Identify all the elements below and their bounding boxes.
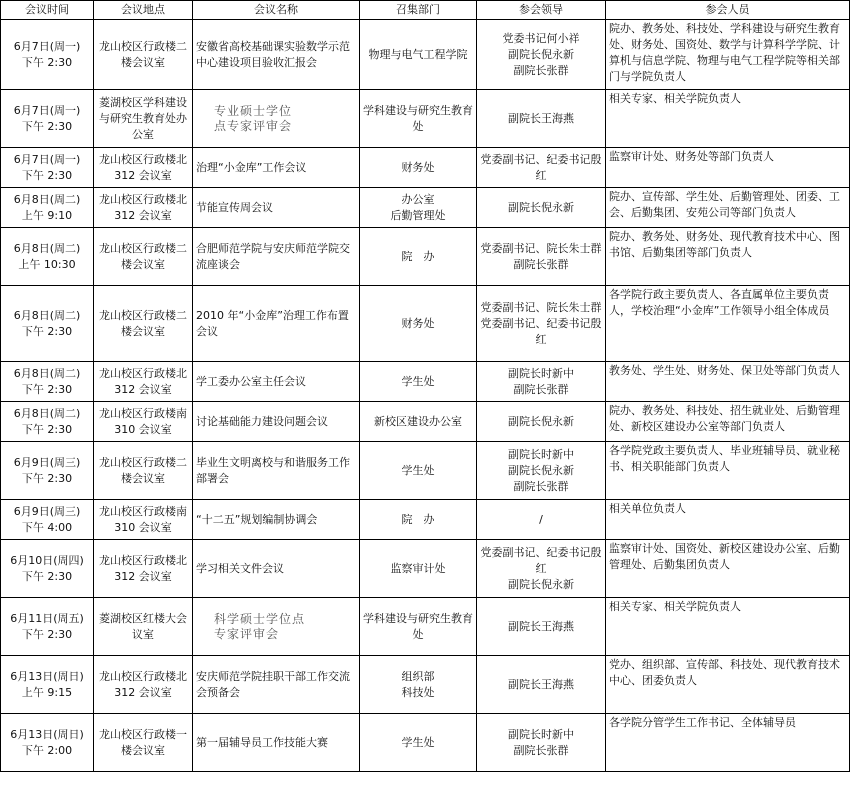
attendees: 教务处、学生处、财务处、保卫处等部门负责人 (606, 362, 850, 402)
table-row (1, 90, 850, 148)
meeting-time-line: 6月13日(周日) (10, 669, 84, 683)
table-row (1, 228, 850, 286)
meeting-name: 讨论基础能力建设问题会议 (193, 402, 360, 442)
convening-department: 监察审计处 (360, 540, 477, 598)
table-row (1, 286, 850, 362)
table-row (1, 362, 850, 402)
meeting-time (1, 20, 94, 90)
table-row (1, 540, 850, 598)
meeting-time-line: 下午 2:30 (21, 627, 73, 641)
meeting-name-stamp-line: 专家评审会 (214, 626, 280, 641)
meeting-place: 龙山校区行政楼北 312 会议室 (94, 362, 193, 402)
meeting-place: 龙山校区行政楼二楼会议室 (94, 20, 193, 90)
meeting-time (1, 228, 94, 286)
attending-leader: 党委副书记、纪委书记殷红 (480, 545, 602, 575)
meeting-time-line: 6月10日(周四) (10, 553, 84, 567)
meeting-time-line: 6月8日(周二) (13, 406, 81, 420)
meeting-time-line: 6月7日(周一) (13, 152, 81, 166)
meeting-name: 安庆师范学院挂职干部工作交流会预备会 (193, 656, 360, 714)
meeting-time (1, 598, 94, 656)
convening-department (360, 188, 477, 228)
table-row (1, 442, 850, 500)
meeting-time (1, 540, 94, 598)
attending-leader: 党委副书记、纪委书记殷红 (480, 316, 602, 346)
header-leaders: 参会领导 (477, 1, 606, 20)
meeting-name: 毕业生文明离校与和谐服务工作部署会 (193, 442, 360, 500)
attendees: 相关专家、相关学院负责人 (606, 598, 850, 656)
meeting-time (1, 442, 94, 500)
attending-leaders (477, 90, 606, 148)
meeting-name (193, 90, 360, 148)
convening-department: 学科建设与研究生教育处 (360, 90, 477, 148)
attending-leaders (477, 540, 606, 598)
attending-leader: 副院长倪永新 (508, 577, 574, 591)
meeting-time-line: 6月7日(周一) (13, 39, 81, 53)
meeting-place: 龙山校区行政楼二楼会议室 (94, 286, 193, 362)
convening-department: 学生处 (360, 442, 477, 500)
attending-leader: 副院长张群 (513, 743, 569, 757)
attending-leaders (477, 286, 606, 362)
convening-department: 院 办 (360, 500, 477, 540)
table-row (1, 656, 850, 714)
meeting-place: 菱湖校区红楼大会议室 (94, 598, 193, 656)
attending-leader: 副院长王海燕 (508, 677, 574, 691)
convening-department: 新校区建设办公室 (360, 402, 477, 442)
meeting-time (1, 402, 94, 442)
convening-department-line: 组织部 (401, 669, 435, 683)
attendees: 相关专家、相关学院负责人 (606, 90, 850, 148)
attendees: 相关单位负责人 (606, 500, 850, 540)
meeting-time-line: 6月7日(周一) (13, 103, 81, 117)
attending-leaders (477, 228, 606, 286)
meeting-name-stamp-line: 点专家评审会 (214, 118, 293, 133)
table-row (1, 20, 850, 90)
meeting-time-line: 上午 9:15 (21, 685, 73, 699)
attending-leader: 副院长倪永新 (508, 414, 574, 428)
meeting-time-line: 6月13日(周日) (10, 727, 84, 741)
meeting-name: 合肥师范学院与安庆师范学院交流座谈会 (193, 228, 360, 286)
convening-department: 学生处 (360, 714, 477, 772)
table-row (1, 148, 850, 188)
meeting-time-line: 下午 2:30 (21, 324, 73, 338)
attendees: 院办、教务处、财务处、现代教育技术中心、图书馆、后勤集团等部门负责人 (606, 228, 850, 286)
attending-leader: 副院长张群 (513, 382, 569, 396)
attending-leader: 副院长张群 (513, 479, 569, 493)
header-attendees: 参会人员 (606, 1, 850, 20)
convening-department: 财务处 (360, 148, 477, 188)
attending-leader: 副院长王海燕 (508, 111, 574, 125)
meeting-time-line: 下午 2:30 (21, 569, 73, 583)
attendees: 各学院党政主要负责人、毕业班辅导员、就业秘书、相关职能部门负责人 (606, 442, 850, 500)
meeting-time (1, 286, 94, 362)
meeting-time (1, 188, 94, 228)
attending-leader: 副院长张群 (513, 257, 569, 271)
meeting-place: 龙山校区行政楼北 312 会议室 (94, 656, 193, 714)
convening-department-line: 办公室 (401, 192, 435, 206)
meeting-time-line: 6月11日(周五) (10, 611, 84, 625)
meeting-time (1, 656, 94, 714)
convening-department-line: 科技处 (401, 685, 435, 699)
header-place: 会议地点 (94, 1, 193, 20)
table-row (1, 598, 850, 656)
meeting-time (1, 362, 94, 402)
convening-department: 学生处 (360, 362, 477, 402)
convening-department (360, 656, 477, 714)
meeting-time-line: 6月8日(周二) (13, 241, 81, 255)
meeting-name: 第一届辅导员工作技能大赛 (193, 714, 360, 772)
attending-leader: 副院长倪永新 (508, 47, 574, 61)
attending-leaders (477, 362, 606, 402)
meeting-time-line: 下午 2:30 (21, 55, 73, 69)
table-row (1, 714, 850, 772)
attending-leaders (477, 598, 606, 656)
meeting-place: 龙山校区行政楼二楼会议室 (94, 228, 193, 286)
meeting-time-line: 6月8日(周二) (13, 366, 81, 380)
convening-department: 财务处 (360, 286, 477, 362)
attendees: 各学院行政主要负责人、各直属单位主要负责人，学校治理“小金库”工作领导小组全体成员 (606, 286, 850, 362)
attending-leaders (477, 148, 606, 188)
meeting-time-line: 6月8日(周二) (13, 308, 81, 322)
meeting-name-stamp-line: 科学硕士学位点 (214, 611, 306, 626)
meeting-time-line: 下午 2:00 (21, 743, 73, 757)
attending-leader: 副院长王海燕 (508, 619, 574, 633)
meeting-time-line: 下午 2:30 (21, 382, 73, 396)
header-dept: 召集部门 (360, 1, 477, 20)
attending-leaders (477, 20, 606, 90)
attending-leaders (477, 188, 606, 228)
attending-leader: 党委副书记、院长朱士群 (480, 241, 602, 255)
meeting-time-line: 下午 2:30 (21, 422, 73, 436)
attending-leaders (477, 656, 606, 714)
table-row (1, 402, 850, 442)
meeting-time (1, 714, 94, 772)
meeting-name: 治理“小金库”工作会议 (193, 148, 360, 188)
attending-leader: 党委副书记、纪委书记殷红 (480, 152, 602, 182)
attendees: 党办、组织部、宣传部、科技处、现代教育技术中心、团委负责人 (606, 656, 850, 714)
meeting-place: 龙山校区行政楼北 312 会议室 (94, 540, 193, 598)
attending-leaders (477, 402, 606, 442)
meeting-name: 节能宣传周会议 (193, 188, 360, 228)
attendees: 监察审计处、国资处、新校区建设办公室、后勤管理处、后勤集团负责人 (606, 540, 850, 598)
meeting-name: 2010 年“小金库”治理工作布置会议 (193, 286, 360, 362)
convening-department: 院 办 (360, 228, 477, 286)
attending-leader: 党委书记何小祥 (502, 31, 580, 45)
meeting-name: 学工委办公室主任会议 (193, 362, 360, 402)
header-row (1, 1, 850, 20)
attending-leaders (477, 442, 606, 500)
header-name: 会议名称 (193, 1, 360, 20)
attendees: 院办、宣传部、学生处、后勤管理处、团委、工会、后勤集团、安苑公司等部门负责人 (606, 188, 850, 228)
table-row (1, 188, 850, 228)
meeting-time (1, 500, 94, 540)
meeting-place: 龙山校区行政楼北 312 会议室 (94, 148, 193, 188)
attending-leader: 副院长倪永新 (508, 200, 574, 214)
meeting-name: 安徽省高校基础课实验数学示范中心建设项目验收汇报会 (193, 20, 360, 90)
attending-leader: 副院长张群 (513, 63, 569, 77)
meeting-place: 菱湖校区学科建设与研究生教育处办公室 (94, 90, 193, 148)
attending-leader: / (539, 512, 543, 526)
meeting-place: 龙山校区行政楼一楼会议室 (94, 714, 193, 772)
meeting-time (1, 148, 94, 188)
attending-leader: 副院长时新中 (508, 727, 574, 741)
meeting-name-stamp-line: 专业硕士学位 (214, 103, 293, 118)
meeting-time-line: 下午 2:30 (21, 471, 73, 485)
table-row (1, 500, 850, 540)
attending-leaders (477, 714, 606, 772)
meeting-time-line: 6月8日(周二) (13, 192, 81, 206)
meeting-place: 龙山校区行政楼二楼会议室 (94, 442, 193, 500)
meeting-time-line: 6月9日(周三) (13, 455, 81, 469)
convening-department-line: 后勤管理处 (390, 208, 446, 222)
attending-leader: 党委副书记、院长朱士群 (480, 300, 602, 314)
meeting-time-line: 上午 9:10 (21, 208, 73, 222)
attendees: 院办、教务处、科技处、学科建设与研究生教育处、财务处、国资处、数学与计算科学学院、计算机与信息学院、物理与电气工程学院等相关部门与学院负责人 (606, 20, 850, 90)
meeting-name: 学习相关文件会议 (193, 540, 360, 598)
meeting-place: 龙山校区行政楼南 310 会议室 (94, 402, 193, 442)
meeting-time-line: 6月9日(周三) (13, 504, 81, 518)
attending-leader: 副院长时新中 (508, 366, 574, 380)
meeting-time-line: 上午 10:30 (18, 257, 76, 271)
attendees: 各学院分管学生工作书记、全体辅导员 (606, 714, 850, 772)
attending-leader: 副院长倪永新 (508, 463, 574, 477)
meeting-place: 龙山校区行政楼南 310 会议室 (94, 500, 193, 540)
meeting-time (1, 90, 94, 148)
meeting-name (193, 598, 360, 656)
meeting-time-line: 下午 4:00 (21, 520, 73, 534)
meeting-time-line: 下午 2:30 (21, 119, 73, 133)
header-time: 会议时间 (1, 1, 94, 20)
meeting-place: 龙山校区行政楼北 312 会议室 (94, 188, 193, 228)
attendees: 监察审计处、财务处等部门负责人 (606, 148, 850, 188)
meeting-name: “十二五”规划编制协调会 (193, 500, 360, 540)
convening-department: 学科建设与研究生教育处 (360, 598, 477, 656)
convening-department: 物理与电气工程学院 (360, 20, 477, 90)
attending-leaders (477, 500, 606, 540)
attending-leader: 副院长时新中 (508, 447, 574, 461)
attendees: 院办、教务处、科技处、招生就业处、后勤管理处、新校区建设办公室等部门负责人 (606, 402, 850, 442)
meeting-time-line: 下午 2:30 (21, 168, 73, 182)
